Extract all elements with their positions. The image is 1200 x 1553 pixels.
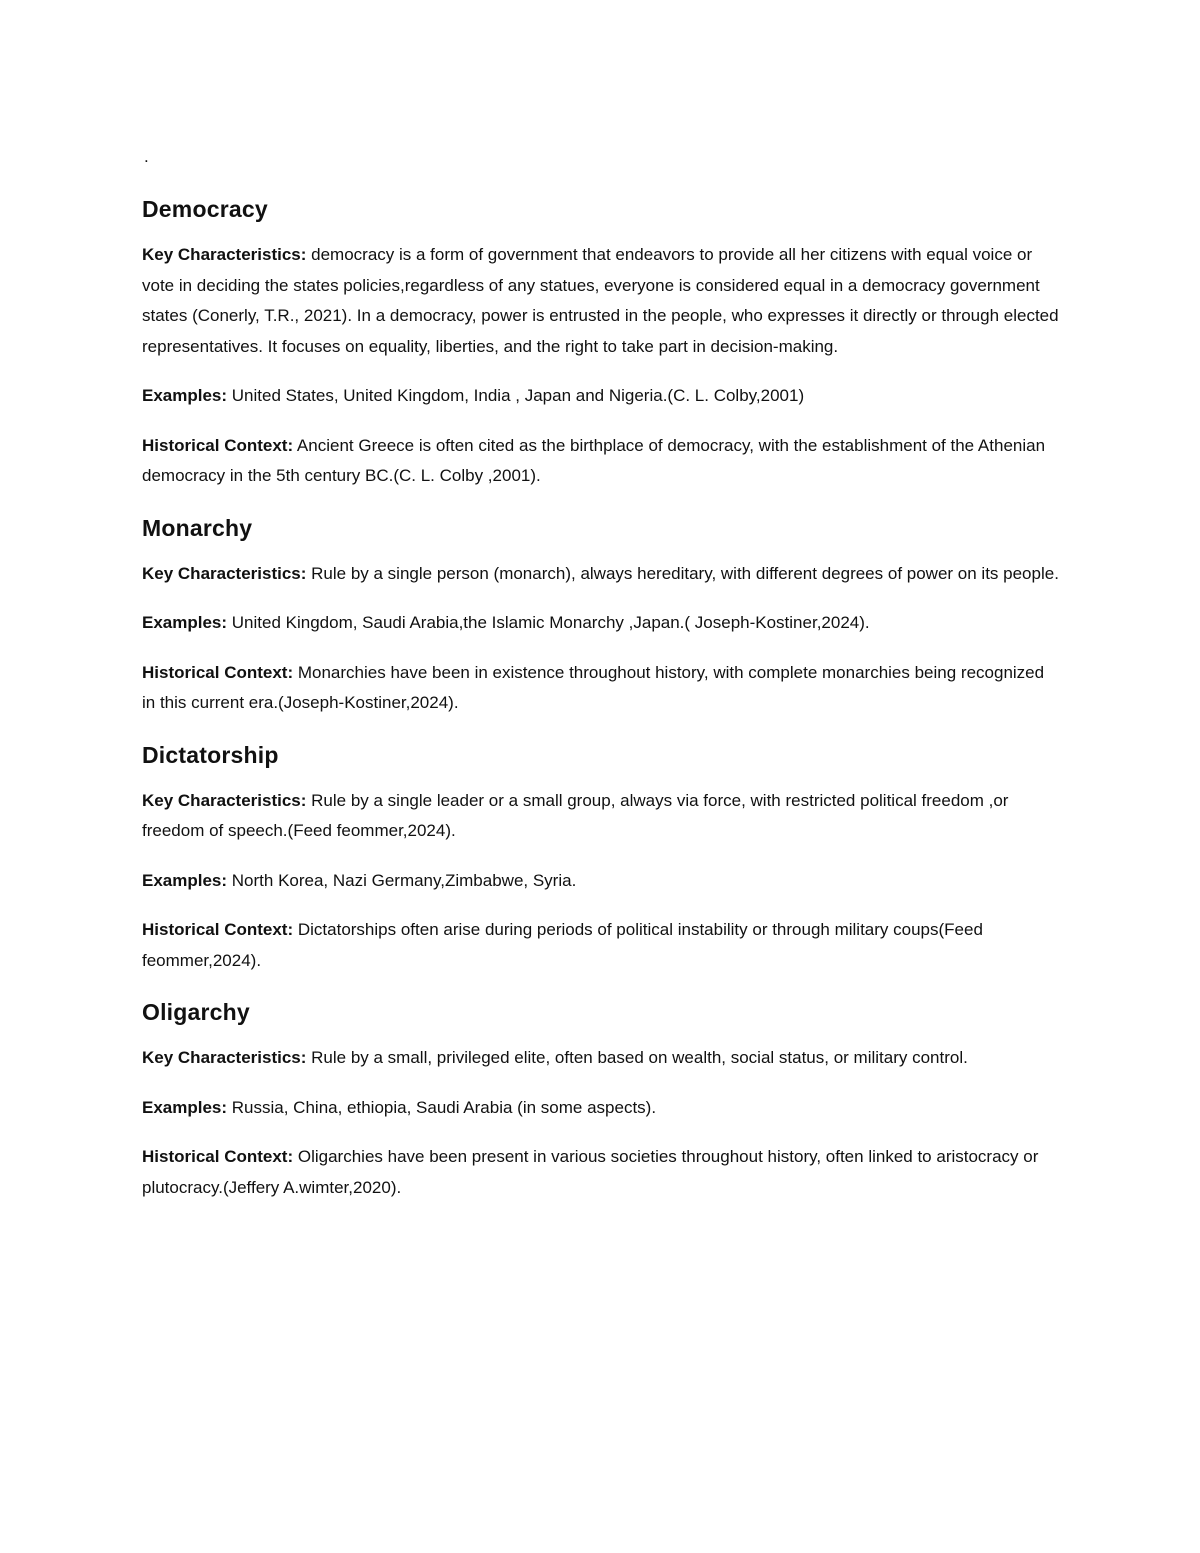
paragraph-text: Dictatorships often arise during periods of political instability or through military coups(Feed feommer,2024). (142, 920, 983, 970)
paragraph-label: Historical Context: (142, 662, 294, 682)
section-dictatorship (142, 738, 1060, 977)
paragraph-label: Key Characteristics: (142, 563, 307, 583)
section-title: Monarchy (142, 514, 253, 541)
paragraph-text: Rule by a small, privileged elite, often based on wealth, social status, or military control. (306, 1048, 968, 1067)
historical-context-paragraph (142, 431, 1060, 492)
examples-paragraph (142, 608, 1060, 639)
section-title: Dictatorship (142, 741, 279, 768)
historical-context-paragraph (142, 1142, 1060, 1203)
paragraph-label: Historical Context: (142, 920, 294, 939)
paragraph-label: Historical Context: (142, 435, 294, 455)
paragraph-text: Rule by a single person (monarch), always hereditary, with different degrees of power on its people. (306, 563, 1059, 583)
key-characteristics-paragraph (142, 559, 1060, 590)
paragraph-label: Historical Context: (142, 1147, 294, 1166)
paragraph-label: Key Characteristics: (142, 245, 307, 264)
paragraph-label: Key Characteristics: (142, 790, 307, 810)
paragraph-label: Examples: (142, 1097, 228, 1117)
section-title: Democracy (142, 196, 268, 222)
section-democracy (142, 192, 1060, 492)
historical-context-paragraph (142, 915, 1060, 976)
paragraph-text: United States, United Kingdom, India , Japan and Nigeria.(C. L. Colby,2001) (227, 386, 805, 405)
paragraph-text: Monarchies have been in existence throughout history, with complete monarchies being recognized in this current era.(Joseph-Kostiner,2024). (142, 662, 1045, 712)
paragraph-text: democracy is a form of government that endeavors to provide all her citizens with equal voice or vote in deciding the states policies,regardless of any statues, everyone is considered equal in a democracy government states (Conerly, T.R., 2021). In a democracy, power is entrusted in the people, who expresses it directly or through elected representatives. It focuses on equality, liberties, and the right to take part in decision-making. (142, 245, 1059, 356)
key-characteristics-paragraph (142, 786, 1060, 847)
key-characteristics-paragraph (142, 1043, 1060, 1074)
paragraph-text: Ancient Greece is often cited as the birthplace of democracy, with the establishment of the Athenian democracy in the 5th century BC.(C. L. Colby ,2001). (142, 435, 1046, 485)
paragraph-text: Oligarchies have been present in various societies throughout history, often linked to aristocracy or plutocracy.(Jeffery A.wimter,2020). (142, 1147, 1039, 1197)
paragraph-label: Examples: (142, 386, 228, 405)
paragraph-text: Russia, China, ethiopia, Saudi Arabia (in some aspects). (227, 1097, 657, 1117)
examples-paragraph (142, 1093, 1060, 1124)
section-monarchy (142, 511, 1060, 719)
document-page (142, 142, 1060, 1222)
paragraph-label: Examples: (142, 870, 228, 890)
paragraph-label: Examples: (142, 613, 228, 632)
paragraph-text: United Kingdom, Saudi Arabia,the Islamic Monarchy ,Japan.( Joseph-Kostiner,2024). (227, 613, 870, 632)
examples-paragraph (142, 381, 1060, 412)
section-oligarchy (142, 995, 1060, 1203)
paragraph-label: Key Characteristics: (142, 1048, 307, 1067)
key-characteristics-paragraph (142, 240, 1060, 362)
section-title: Oligarchy (142, 999, 250, 1025)
historical-context-paragraph (142, 658, 1060, 719)
paragraph-text: North Korea, Nazi Germany,Zimbabwe, Syria. (227, 870, 577, 890)
paragraph-text: Rule by a single leader or a small group, always via force, with restricted political freedom ,or freedom of speech.(Feed feommer,2024). (142, 790, 1009, 840)
examples-paragraph (142, 866, 1060, 897)
lead-mark: . (144, 147, 149, 166)
